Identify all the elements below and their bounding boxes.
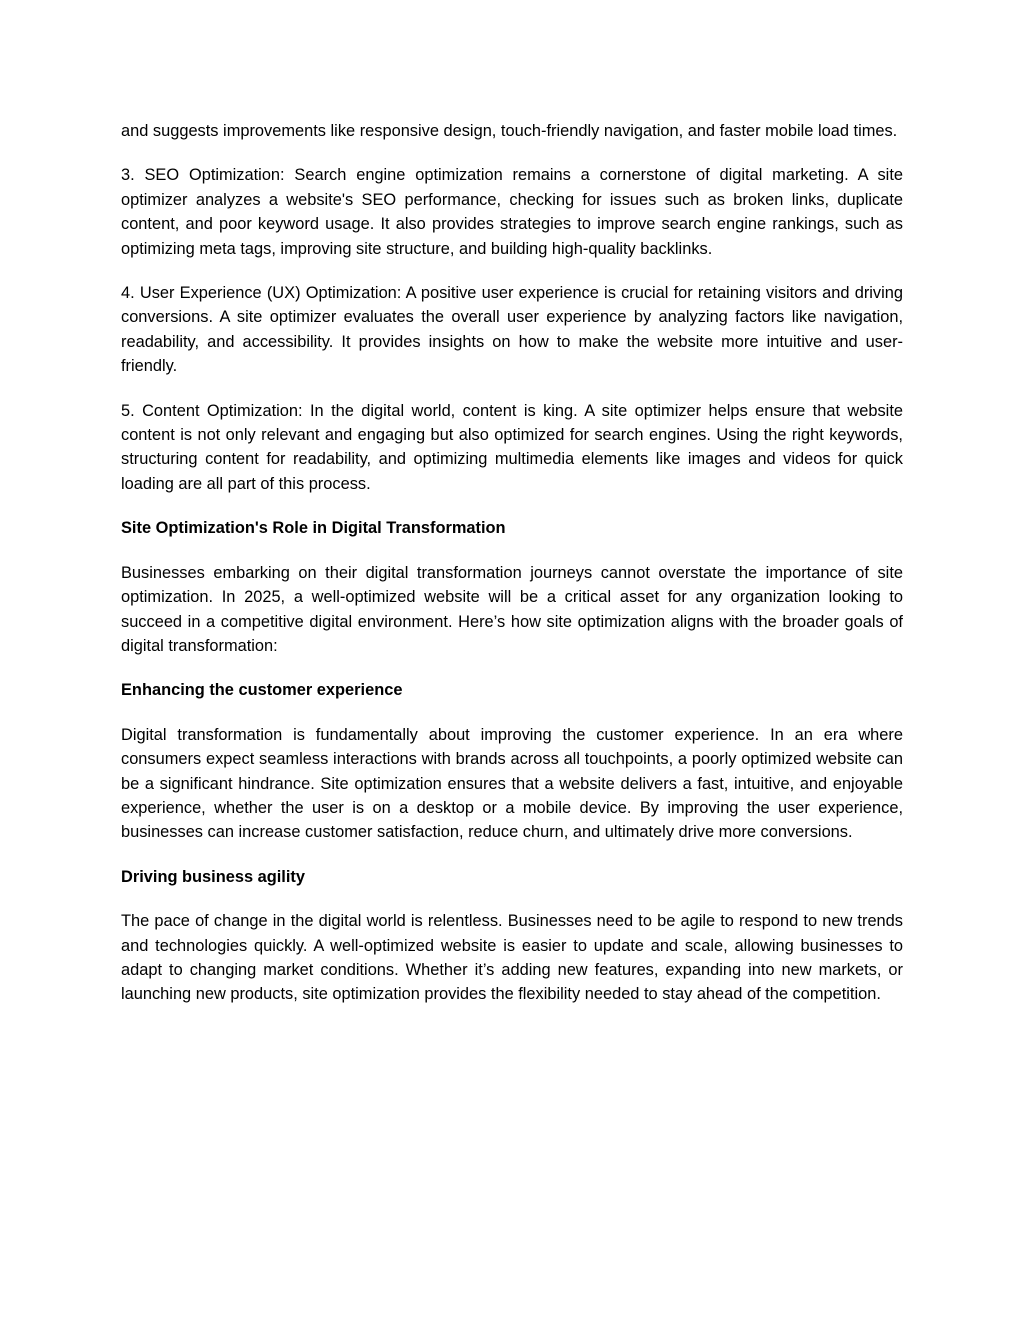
heading-customer-experience: Enhancing the customer experience <box>121 681 403 700</box>
paragraph-seo-optimization: 3. SEO Optimization: Search engine optimization remains a cornerstone of digital marketing. A site optimizer analyzes a website's SEO performance, checking for issues such as broken links, duplicate content, and poor keyword usage. It also provides strategies to improve search engine rankings, such as optimizing meta tags, improving site structure, and building high-quality backlinks. <box>121 166 903 258</box>
paragraph-business-agility: The pace of change in the digital world is relentless. Businesses need to be agile to respond to new trends and technologies quickly. A well-optimized website is easier to update and scale, allowing businesses to adapt to changing market conditions. Whether it’s adding new features, expanding into new markets, or launching new products, site optimization provides the flexibility needed to stay ahead of the competition. <box>121 912 903 1004</box>
document-page <box>121 119 903 1027</box>
paragraph-customer-experience: Digital transformation is fundamentally about improving the customer experience. In an era where consumers expect seamless interactions with brands across all touchpoints, a poorly optimized website can be a significant hindrance. Site optimization ensures that a website delivers a fast, intuitive, and enjoyable experience, whether the user is on a desktop or a mobile device. By improving the user experience, businesses can increase customer satisfaction, reduce churn, and ultimately drive more conversions. <box>121 725 903 842</box>
heading-digital-transformation: Site Optimization's Role in Digital Transformation <box>121 519 506 538</box>
paragraph-digital-transformation: Businesses embarking on their digital transformation journeys cannot overstate the importance of site optimization. In 2025, a well-optimized website will be a critical asset for any organization looking to succeed in a competitive digital environment. Here’s how site optimization aligns with the broader goals of digital transformation: <box>121 563 903 655</box>
paragraph-ux-optimization: 4. User Experience (UX) Optimization: A positive user experience is crucial for retaining visitors and driving conversions. A site optimizer evaluates the overall user experience by analyzing factors like navigation, readability, and accessibility. It provides insights on how to make the website more intuitive and user-friendly. <box>121 284 903 376</box>
heading-business-agility: Driving business agility <box>121 867 305 886</box>
paragraph-mobile-continuation: and suggests improvements like responsive design, touch-friendly navigation, and faster mobile load times. <box>121 122 898 140</box>
paragraph-content-optimization: 5. Content Optimization: In the digital world, content is king. A site optimizer helps ensure that website content is not only relevant and engaging but also optimized for search engines. Using the right keywords, structuring content for readability, and optimizing multimedia elements like images and videos for quick loading are all part of this process. <box>121 401 903 493</box>
